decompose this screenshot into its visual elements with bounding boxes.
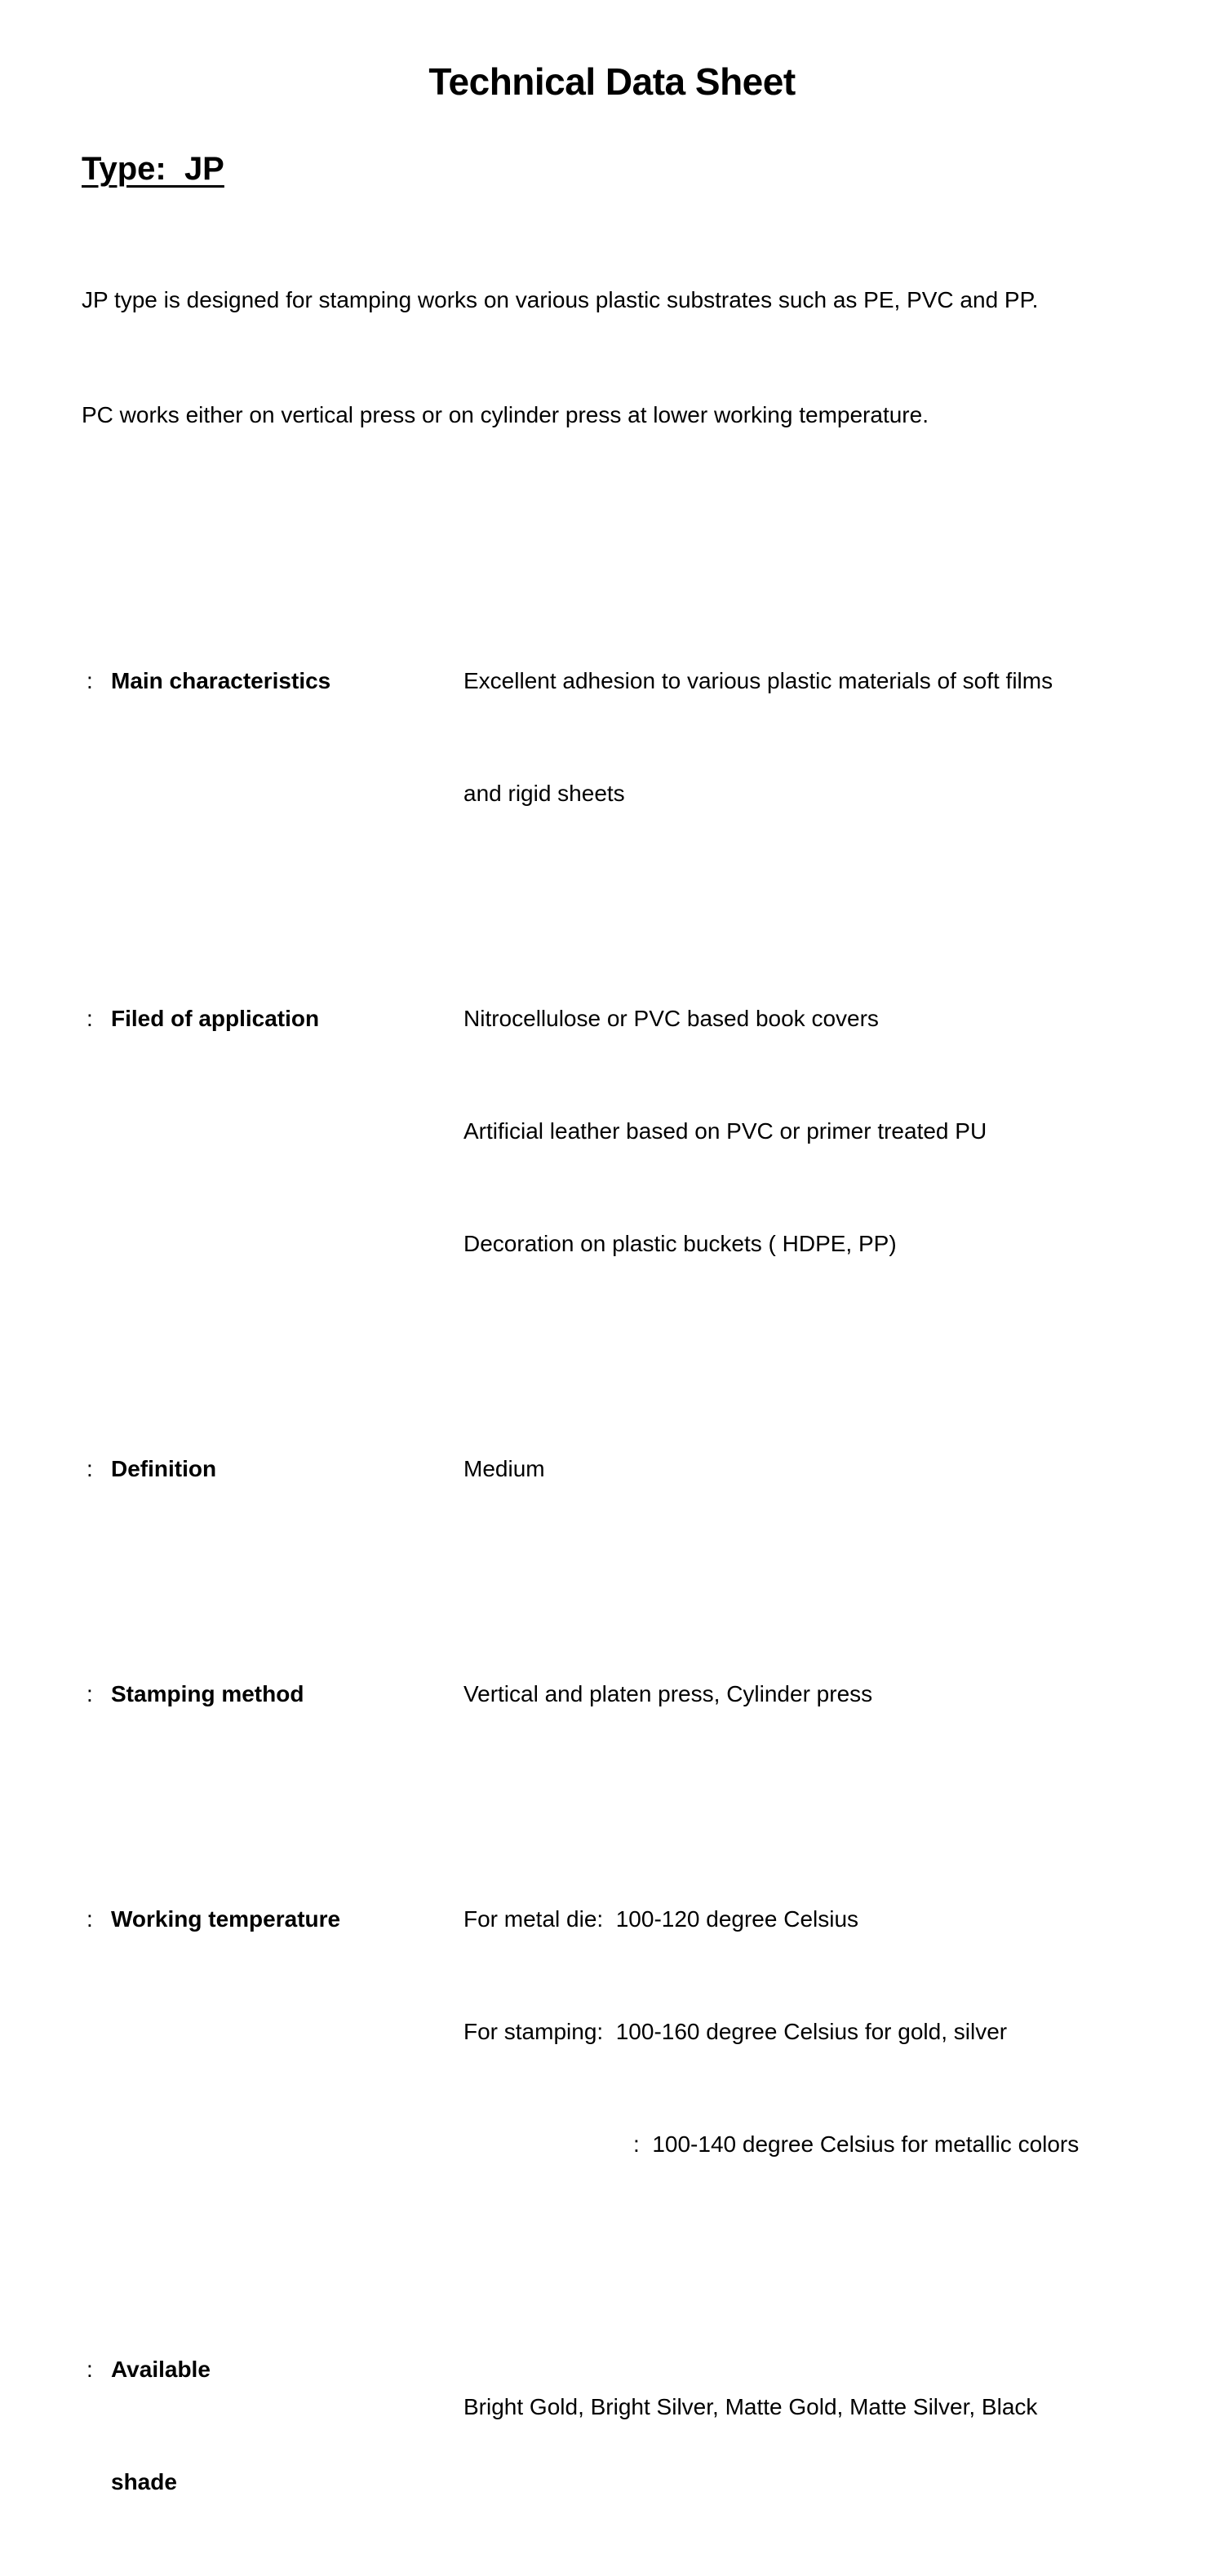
- spec-label: [86, 1826, 463, 2013]
- spec-table: [86, 587, 1224, 2576]
- spec-value: [463, 1375, 545, 1563]
- label-colon: :: [86, 1906, 93, 1932]
- spec-label: [86, 1600, 463, 1788]
- spec-value: [463, 2276, 1037, 2501]
- label-text: Available: [111, 2357, 211, 2382]
- spec-label: [86, 925, 463, 1113]
- label-text: Working temperature: [111, 1906, 341, 1932]
- document-title: Technical Data Sheet: [428, 60, 796, 103]
- label-colon: :: [86, 1456, 93, 1481]
- label-text: Definition: [111, 1456, 217, 1481]
- spec-row-working-temperature: [86, 1826, 1224, 2238]
- label-text: Stamping method: [111, 1681, 304, 1706]
- spec-value: [463, 587, 1053, 887]
- spec-label: [86, 2276, 463, 2576]
- spec-row-available-shade: [86, 2276, 1224, 2576]
- value-line: and rigid sheets: [463, 781, 625, 806]
- value-line: Vertical and platen press, Cylinder press: [463, 1681, 873, 1706]
- spec-label: [86, 1375, 463, 1563]
- label-colon: :: [86, 668, 93, 693]
- value-line: Decoration on plastic buckets ( HDPE, PP): [463, 1231, 897, 1256]
- type-heading: Type: JP: [82, 151, 224, 187]
- value-line: For stamping: 100-160 degree Celsius for gold, silver: [463, 2019, 1008, 2044]
- intro-line-1: JP type is designed for stamping works on various plastic substrates such as PE, PVC and PP.: [82, 287, 1039, 312]
- intro-paragraph: [82, 204, 1151, 511]
- value-line: Medium: [463, 1456, 545, 1481]
- spec-value: [463, 925, 987, 1338]
- spec-row-main-characteristics: [86, 587, 1224, 887]
- spec-row-definition: [86, 1375, 1224, 1563]
- spec-label: [86, 587, 463, 775]
- label-text: shade: [111, 2469, 177, 2494]
- spec-value: [463, 1600, 872, 1788]
- label-colon: :: [86, 1681, 93, 1706]
- label-text: Main characteristics: [111, 668, 331, 693]
- label-colon: :: [86, 2357, 93, 2382]
- value-line: Bright Gold, Bright Silver, Matte Gold, Matte Silver, Black: [463, 2394, 1038, 2419]
- value-line: Artificial leather based on PVC or primer treated PU: [463, 1118, 987, 1144]
- value-line: Nitrocellulose or PVC based book covers: [463, 1006, 879, 1031]
- spec-value: [463, 1826, 1079, 2238]
- value-line: Excellent adhesion to various plastic materials of soft films: [463, 668, 1053, 693]
- label-text: Filed of application: [111, 1006, 320, 1031]
- value-line: : 100-140 degree Celsius for metallic colors: [633, 2131, 1080, 2157]
- spec-row-stamping-method: [86, 1600, 1224, 1788]
- intro-line-2: PC works either on vertical press or on cylinder press at lower working temperature.: [82, 402, 929, 427]
- spec-row-filed-of-application: [86, 925, 1224, 1338]
- label-colon: :: [86, 1006, 93, 1031]
- value-line: For metal die: 100-120 degree Celsius: [463, 1906, 859, 1932]
